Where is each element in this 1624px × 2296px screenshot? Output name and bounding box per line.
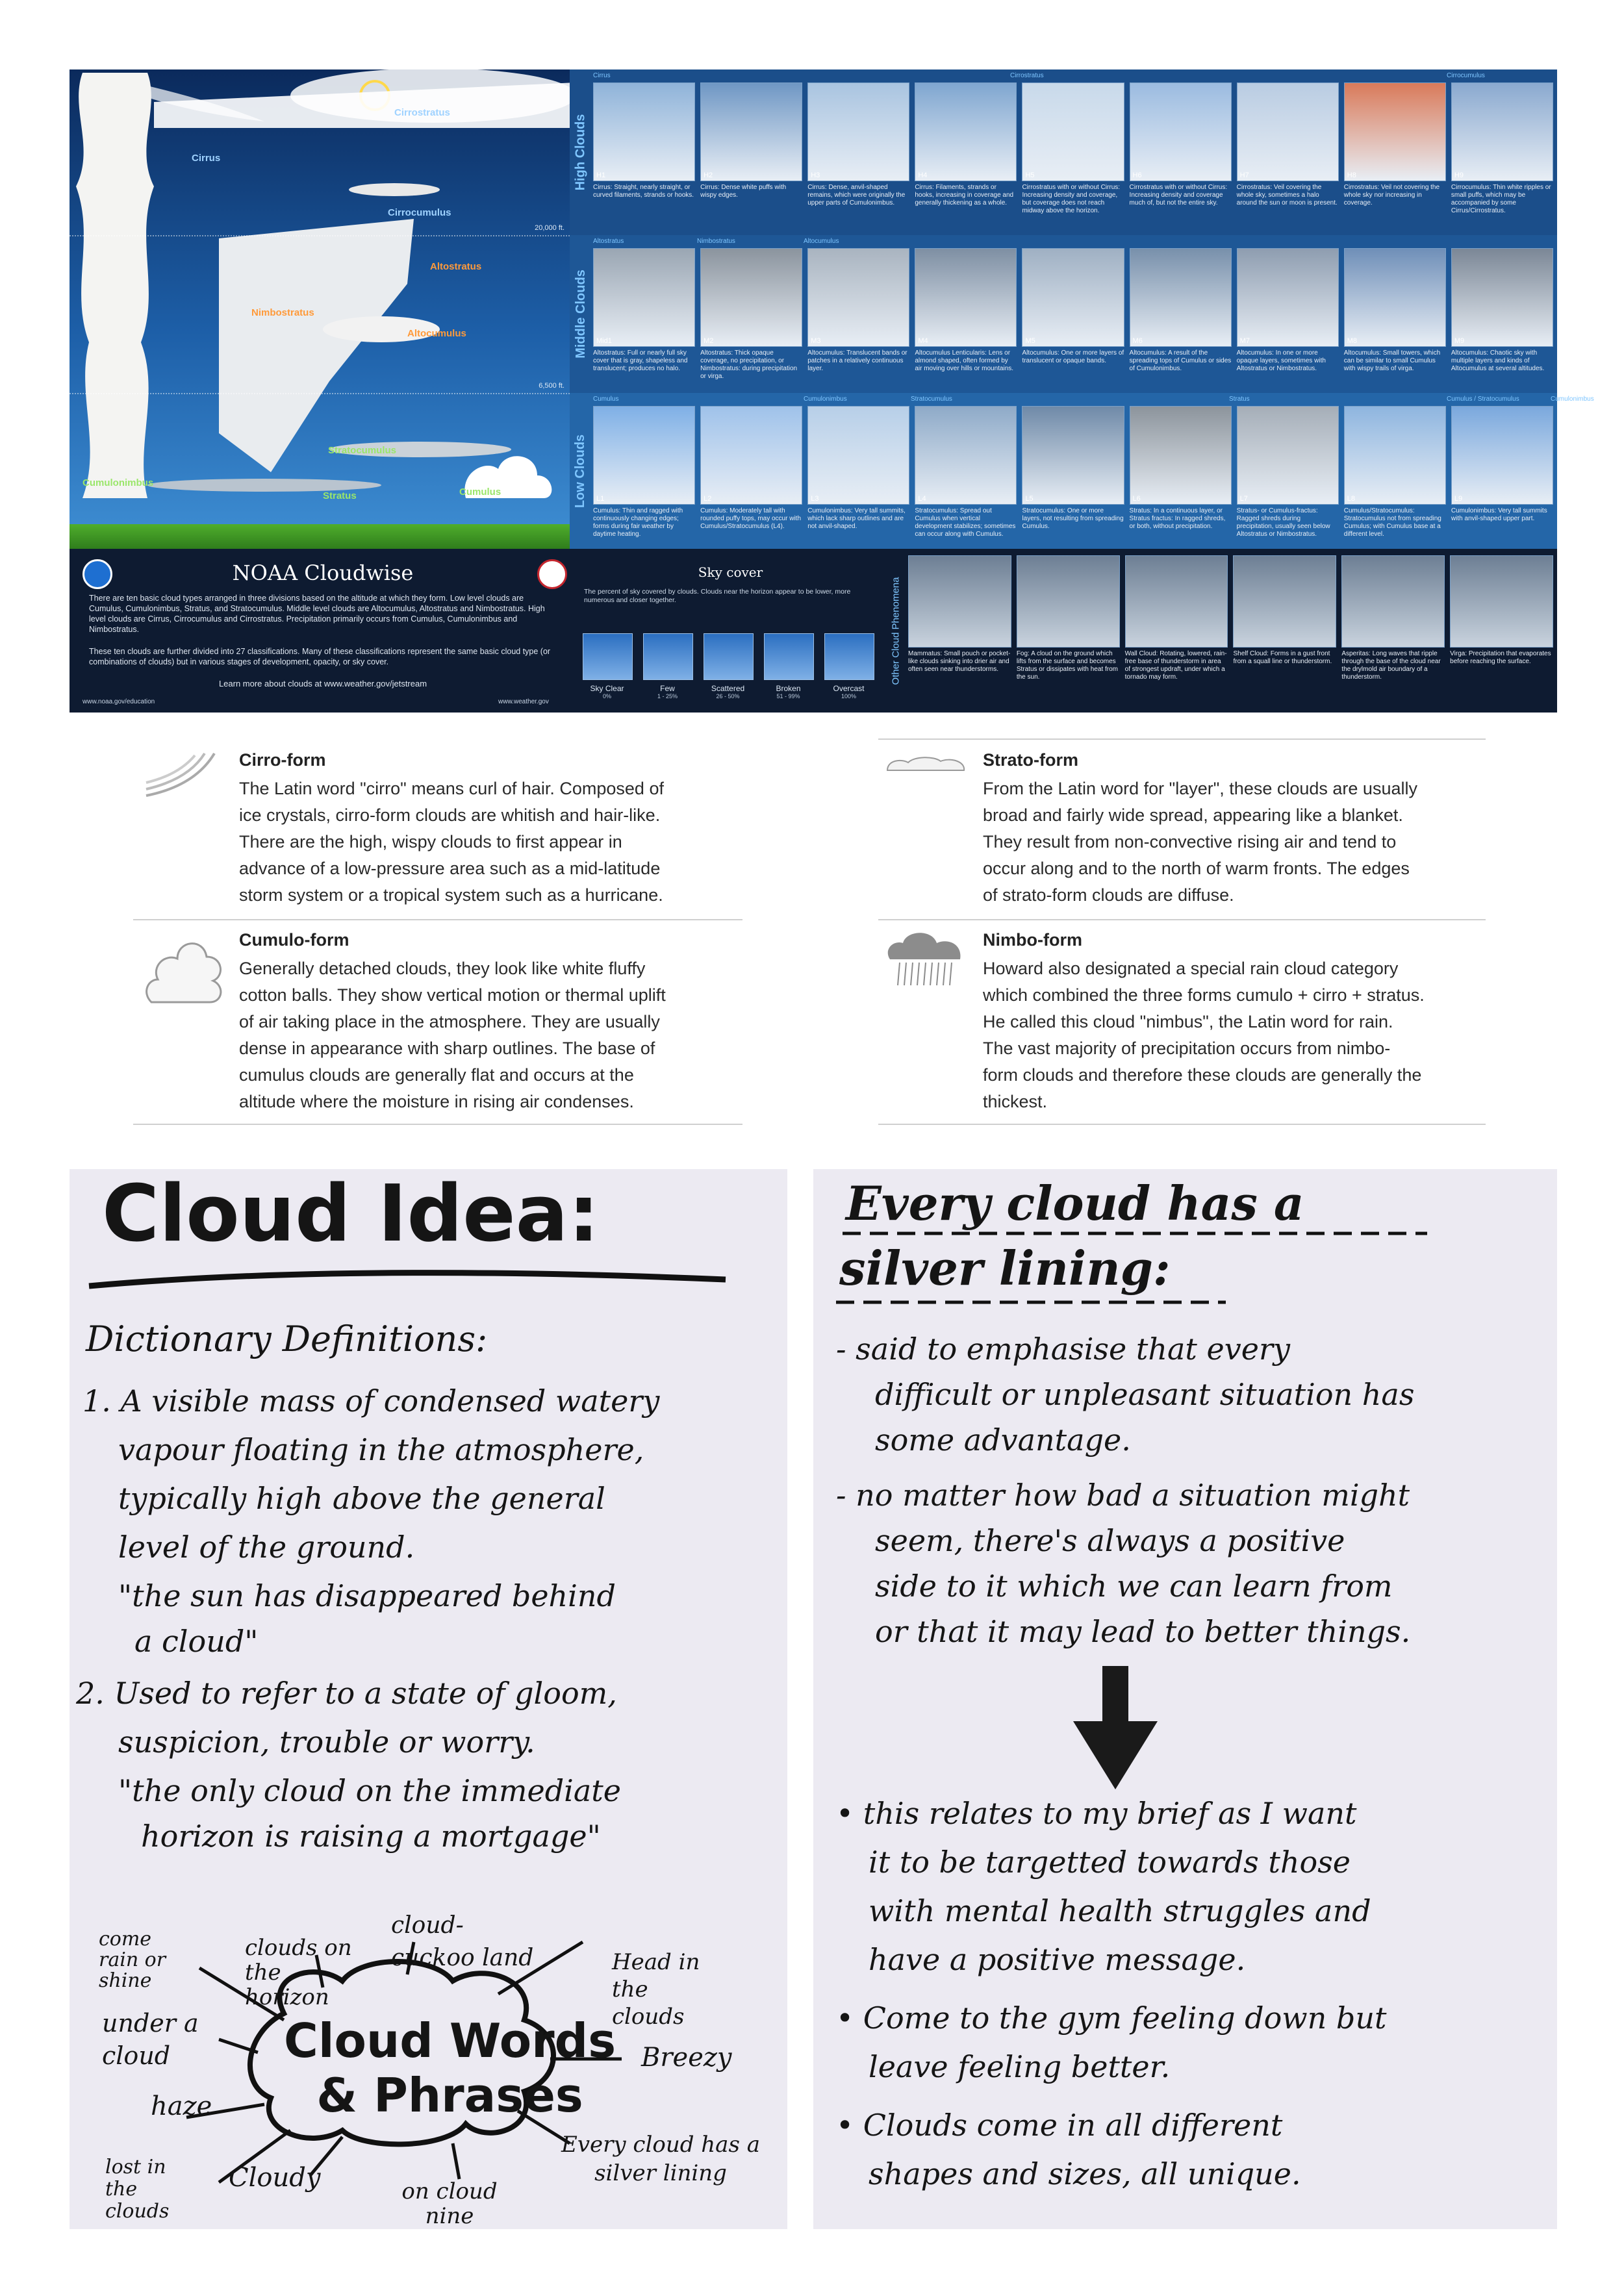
- note-line: vapour floating in the atmosphere,: [118, 1432, 644, 1467]
- sky-cover-desc: The percent of sky covered by clouds. Clouds near the horizon appear to be lower, more numerous and closer together.: [584, 588, 851, 604]
- cloud-caption: Altostratus: Full or nearly full sky cover that is gray, shapeless and translucent; produces no halo.: [593, 349, 688, 372]
- note-line: typically high above the general: [118, 1481, 605, 1516]
- note-line: • this relates to my brief as I want: [836, 1796, 1357, 1831]
- label-altostratus: Altostratus: [430, 261, 482, 272]
- cloud-caption: Altocumulus: Small towers, which can be similar to small Cumulus with wispy trails of virga.: [1343, 349, 1441, 372]
- info-paragraph-2: These ten clouds are further divided into 27 classifications. Many of these classifications represent the same basic cloud type (or combinations of clouds) but in various stages of development, opacity, or sky cover.: [89, 647, 551, 666]
- other-phenomena-grid: [908, 555, 1553, 681]
- cloud-photo: [915, 406, 1017, 505]
- sky-cover-item: Sky Clear 0%: [583, 633, 631, 700]
- divider: [878, 1124, 1486, 1125]
- label-nimbostratus: Nimbostratus: [251, 307, 314, 318]
- cloud-caption: Altocumulus: Chaotic sky with multiple layers and kinds of Altocumulus at several altitudes.: [1451, 349, 1545, 372]
- cloudwise-info: [70, 549, 576, 713]
- cloud-card: [1451, 406, 1553, 538]
- cloud-photo: [807, 406, 909, 505]
- phrase-come-rain: come rain or shine: [99, 1928, 166, 1992]
- group-stratocumulus: Stratocumulus: [911, 396, 952, 403]
- title-underline-2: [836, 1298, 1239, 1307]
- nimbo-form-icon: [883, 930, 968, 989]
- note-line: - said to emphasise that every: [836, 1331, 1290, 1367]
- cloud-code: H6: [1132, 171, 1142, 179]
- cloud-caption: Altocumulus: Translucent bands or patches in a relatively continuous layer.: [807, 349, 907, 372]
- phenomenon-photo: [1125, 555, 1228, 648]
- group-cirrostratus: Cirrostratus: [1010, 72, 1044, 79]
- cloud-caption: Cirrus: Dense white puffs with wispy edges.: [700, 184, 787, 199]
- dictionary-subtitle: Dictionary Definitions:: [86, 1318, 488, 1359]
- cloud-code: M4: [918, 337, 928, 345]
- phenomenon-photo: [1233, 555, 1336, 648]
- cloud-code: Mid1: [596, 337, 612, 345]
- nimbo-form-title: Nimbo-form: [983, 930, 1082, 950]
- cloud-caption: Cumulus: Thin and ragged with continuously changing edges; forms during fair weather by daytime heating.: [593, 507, 683, 538]
- cloud-code: L9: [1454, 495, 1463, 503]
- low-clouds-row: [570, 393, 1594, 549]
- middle-clouds-label: Middle Clouds: [573, 270, 588, 359]
- cloud-altitude-diagram: [70, 69, 570, 547]
- cirro-form-title: Cirro-form: [239, 750, 326, 770]
- cloud-code: M5: [1025, 337, 1035, 345]
- phenomenon-caption: Fog: A cloud on the ground which lifts from the surface and becomes Stratus or dissipates with heat from the sun.: [1016, 650, 1119, 681]
- group-cumulus-stratocumulus: Cumulus / Stratocumulus: [1447, 396, 1519, 403]
- group-cumulonimbus-2: Cumulonimbus: [1551, 396, 1594, 403]
- cloud-card: [593, 406, 695, 538]
- cloud-photo: [1344, 82, 1446, 181]
- cloud-photo: [1237, 406, 1339, 505]
- cloud-code: M6: [1132, 337, 1143, 345]
- cumulo-form-icon: [142, 927, 226, 1012]
- cloud-caption: Stratus: In a continuous layer, or Stratus fractus: In ragged shreds, or both, without precipitation.: [1129, 507, 1226, 530]
- learn-more-text: Learn more about clouds at www.weather.gov/jetstream: [218, 679, 427, 688]
- phrase-cloudy: Cloudy: [229, 2163, 321, 2193]
- phrase-on-horizon: clouds on the horizon: [245, 1935, 352, 2010]
- phenomenon-card: [1017, 555, 1120, 681]
- altitude-6500: 6,500 ft.: [539, 382, 565, 390]
- cloud-code: H5: [1025, 171, 1035, 179]
- phenomenon-photo: [908, 555, 1011, 648]
- group-stratus: Stratus: [1229, 396, 1250, 403]
- sky-cover-title: Sky cover: [698, 564, 763, 580]
- label-cirrus: Cirrus: [192, 153, 221, 164]
- phrase-haze: haze: [151, 2091, 212, 2121]
- label-stratus: Stratus: [323, 490, 357, 501]
- cloud-card: [915, 406, 1017, 538]
- note-line: with mental health struggles and: [869, 1893, 1371, 1928]
- phrase-under: under a cloud: [102, 2009, 199, 2070]
- phenomenon-photo: [1341, 555, 1445, 648]
- cloud-card: [1344, 82, 1446, 215]
- cloud-idea-notes: [70, 1169, 787, 2229]
- cloud-card: [1237, 406, 1339, 538]
- cloud-card: [807, 82, 909, 215]
- nimbo-form-text: [983, 930, 1603, 1115]
- note-line: side to it which we can learn from: [875, 1569, 1393, 1604]
- phenomenon-card: [1450, 555, 1553, 681]
- noaa-link[interactable]: www.noaa.gov/education: [82, 698, 155, 705]
- cloud-code: H7: [1239, 171, 1249, 179]
- label-stratocumulus: Stratocumulus: [328, 445, 397, 456]
- divider: [133, 1124, 742, 1125]
- note-line: or that it may lead to better things.: [875, 1614, 1411, 1649]
- cloud-photo: [807, 248, 909, 347]
- high-cloud-grid: [593, 82, 1553, 215]
- cloud-photo: [1130, 82, 1232, 181]
- cloud-card: [1022, 82, 1124, 215]
- cloud-code: L4: [918, 495, 926, 503]
- label-cirrocumulus: Cirrocumulus: [388, 207, 451, 218]
- cloud-code: L7: [1239, 495, 1248, 503]
- cloud-caption: Stratocumulus: Spread out Cumulus when vertical development stabilizes; sometimes can occur along with Cumulus.: [915, 507, 1016, 538]
- cloud-photo: [1237, 248, 1339, 347]
- cloud-photo: [700, 248, 802, 347]
- phenomenon-photo: [1450, 555, 1553, 648]
- note-line: shapes and sizes, all unique.: [869, 2156, 1301, 2191]
- strato-form-title: Strato-form: [983, 750, 1078, 770]
- group-altocumulus: Altocumulus: [804, 238, 839, 245]
- cloud-code: M7: [1239, 337, 1250, 345]
- cloud-code: H9: [1454, 171, 1464, 179]
- cloud-card: [915, 248, 1017, 381]
- group-altostratus: Altostratus: [593, 238, 624, 245]
- cirro-form-text: [239, 750, 859, 909]
- other-phenomena-label: Other Cloud Phenomena: [890, 577, 902, 685]
- sky-cover-item: Few 1 - 25%: [643, 633, 692, 700]
- cloud-card: [915, 82, 1017, 215]
- cloud-caption: Altocumulus: One or more layers of translucent or opaque bands.: [1022, 349, 1124, 364]
- cloud-photo: [915, 82, 1017, 181]
- cloud-card: [1022, 406, 1124, 538]
- cloud-caption: Altocumulus Lenticularis: Lens or almond shaped, often formed by air moving over hills or mountains.: [915, 349, 1014, 372]
- label-cumulus: Cumulus: [459, 486, 501, 498]
- phrase-every: Every cloud has a silver lining: [561, 2132, 760, 2186]
- cloud-caption: Altostratus: Thick opaque coverage, no precipitation, or Nimbostratus: during precipitation or virga.: [700, 349, 798, 380]
- cloud-card: [1022, 248, 1124, 381]
- cloud-caption: Altocumulus: In one or more opaque layers, sometimes with Altostratus or Nimbostratus.: [1236, 349, 1326, 372]
- altitude-line-middle: [70, 393, 570, 394]
- cloud-caption: Cumulonimbus: Very tall summits with anvil-shaped upper part.: [1451, 507, 1547, 522]
- info-paragraph-1: There are ten basic cloud types arranged in three divisions based on the altitude at which they form. Low level clouds are Cumulus, Cumulonimbus, Stratus, and Stratocumulus. Middle level clouds are Altocumulus, Altostratus and Nimbostratus. High level clouds are Cirrus, Cirrocumulus and Cirrostratus. Precipitation primarily occurs from Cumulus, Cumulonimbus and Nimbostratus.: [89, 594, 545, 634]
- cloud-caption: Cirrocumulus: Thin white ripples or small puffs, which may be accompanied by some Cirrus/Cirrostratus.: [1451, 184, 1551, 214]
- cloud-card: [700, 406, 802, 538]
- cloud-photo: [593, 248, 695, 347]
- cloud-code: L1: [596, 495, 605, 503]
- note-line: have a positive message.: [869, 1942, 1246, 1977]
- label-cumulonimbus: Cumulonimbus: [82, 477, 154, 488]
- cloud-card: [700, 248, 802, 381]
- cloud-photo: [915, 248, 1017, 347]
- cloud-card: [807, 248, 909, 381]
- phenomenon-card: [1341, 555, 1445, 681]
- cloud-caption: Stratocumulus: One or more layers, not resulting from spreading Cumulus.: [1022, 507, 1124, 530]
- weather-gov-link[interactable]: www.weather.gov: [498, 698, 549, 705]
- note-line: horizon is raising a mortgage": [141, 1819, 601, 1854]
- note-line: level of the ground.: [118, 1530, 415, 1565]
- cloud-caption: Cirrostratus: Veil covering the whole sky, sometimes a halo around the sun or moon is present.: [1236, 184, 1338, 207]
- group-cumulus: Cumulus: [593, 396, 619, 403]
- phrase-head: Head in the clouds: [612, 1949, 700, 2030]
- silver-lining-notes: [813, 1169, 1557, 2229]
- cloud-card: [1344, 248, 1446, 381]
- cloud-card: [1130, 82, 1232, 215]
- cloud-code: M3: [811, 337, 821, 345]
- phrase-breezy: Breezy: [641, 2043, 732, 2073]
- cloud-code: M8: [1347, 337, 1358, 345]
- cloud-caption: Cumulus/Stratocumulus: Stratocumulus not from spreading Cumulus; with Cumulus base at a different level.: [1343, 507, 1441, 538]
- cloud-card: [1130, 406, 1232, 538]
- cloud-code: H4: [918, 171, 928, 179]
- note-line: difficult or unpleasant situation has: [875, 1377, 1415, 1412]
- note-line: 2. Used to refer to a state of gloom,: [76, 1676, 617, 1711]
- cloud-caption: Cirrus: Dense, anvil-shaped remains, which were originally the upper parts of Cumulonimbus.: [807, 184, 906, 207]
- low-cloud-grid: [593, 406, 1553, 538]
- divider: [133, 919, 742, 920]
- note-line: leave feeling better.: [869, 2049, 1171, 2084]
- note-line: it to be targetted towards those: [869, 1845, 1351, 1880]
- note-line: 1. A visible mass of condensed watery: [82, 1383, 660, 1419]
- cloud-photo: [1451, 248, 1553, 347]
- high-clouds-row: [570, 69, 1557, 235]
- other-phenomena-panel: [885, 549, 1557, 713]
- cloud-caption: Cirrus: Filaments, strands or hooks, increasing in coverage and generally thickening as a whole.: [915, 184, 1014, 207]
- note-line: a cloud": [134, 1624, 259, 1659]
- altitude-line-high: [70, 235, 570, 236]
- title-underline: [82, 1267, 732, 1293]
- cloudwise-title: NOAA Cloudwise: [232, 561, 414, 585]
- phenomenon-photo: [1017, 555, 1120, 648]
- cloud-photo: [1022, 248, 1124, 347]
- cloud-caption: Cumulus: Moderately tall with rounded puffy tops, may occur with Cumulus/Stratocumulus (L4).: [700, 507, 802, 530]
- group-cirrus: Cirrus: [593, 72, 611, 79]
- cloud-code: L2: [704, 495, 712, 503]
- note-line: some advantage.: [875, 1422, 1131, 1457]
- silver-lining-title-1: Every cloud has a: [846, 1176, 1304, 1231]
- cumulo-form-text: [239, 930, 859, 1115]
- cloud-card: [1344, 406, 1446, 538]
- cloud-photo: [1237, 82, 1339, 181]
- label-cirrostratus: Cirrostratus: [394, 107, 450, 118]
- phenomenon-caption: Mammatus: Small pouch or pocket-like clouds sinking into drier air and often seen near thunderstorms.: [908, 650, 1011, 673]
- note-line: - no matter how bad a situation might: [836, 1478, 1410, 1513]
- cloud-photo: [593, 82, 695, 181]
- cloud-code: H1: [596, 171, 606, 179]
- divider: [878, 919, 1486, 920]
- high-clouds-label: High Clouds: [573, 114, 588, 191]
- silver-lining-title-2: silver lining:: [839, 1241, 1171, 1296]
- group-cumulonimbus: Cumulonimbus: [804, 396, 847, 403]
- cloud-card: [593, 248, 695, 381]
- cloud-card: [593, 82, 695, 215]
- sky-cover-item: Overcast 100%: [824, 633, 873, 700]
- middle-cloud-grid: [593, 248, 1553, 381]
- cloud-photo: [807, 82, 909, 181]
- label-altocumulus: Altocumulus: [407, 328, 466, 339]
- noaa-cloud-poster: [70, 69, 1594, 713]
- cumulo-form-body: Generally detached clouds, they look like white fluffy cotton balls. They show vertical motion or thermal uplift of air taking place in the atmosphere. They are usually dense in appearance with sharp outlines. The base of cumulus clouds are generally flat and occurs at the altitude where the moisture in rising air condenses.: [239, 959, 666, 1111]
- note-line: • Clouds come in all different: [836, 2108, 1283, 2143]
- mind-map-center: Cloud Words & Phrases: [284, 2013, 616, 2123]
- cloud-card: [1130, 248, 1232, 381]
- note-line: "the sun has disappeared behind: [118, 1578, 616, 1613]
- cloud-code: H2: [704, 171, 713, 179]
- cloud-caption: Cirrostratus with or without Cirrus: Increasing density and coverage, but coverage does not reach midway above the horizon.: [1022, 184, 1121, 214]
- sky-cover-panel: [576, 549, 885, 713]
- strato-form-text: [983, 750, 1603, 909]
- phenomenon-caption: Shelf Cloud: Forms in a gust front from a squall line or thunderstorm.: [1233, 650, 1332, 665]
- cloud-photo: [1451, 82, 1553, 181]
- cloud-caption: Cumulonimbus: Very tall summits, which lack sharp outlines and are not anvil-shaped.: [807, 507, 906, 530]
- phrase-cuckoo: cloud-cuckoo land: [391, 1912, 534, 1971]
- phenomenon-caption: Wall Cloud: Rotating, lowered, rain-free base of thunderstorm in area of strongest updraft, under which a tornado may form.: [1124, 650, 1227, 681]
- title-underline-1: [843, 1229, 1440, 1238]
- down-arrow-icon: [1067, 1663, 1164, 1793]
- cloud-photo: [1022, 406, 1124, 505]
- cloud-code: H8: [1347, 171, 1356, 179]
- cloud-photo: [700, 406, 802, 505]
- cloud-code: M9: [1454, 337, 1465, 345]
- note-line: seem, there's always a positive: [875, 1523, 1345, 1558]
- cloud-code: M2: [704, 337, 714, 345]
- cloud-card: [807, 406, 909, 538]
- phenomenon-card: [908, 555, 1011, 681]
- cloud-caption: Altocumulus: A result of the spreading tops of Cumulus or sides of Cumulonimbus.: [1129, 349, 1232, 372]
- sky-cover-item: Scattered 26 - 50%: [704, 633, 752, 700]
- cloud-caption: Cirrostratus: Veil not covering the whole sky nor increasing in coverage.: [1343, 184, 1440, 207]
- cloud-idea-title: Cloud Idea:: [102, 1169, 600, 1259]
- cloud-code: H3: [811, 171, 820, 179]
- cloud-caption: Cirrus: Straight, nearly straight, or curved filaments, strands or hooks.: [593, 184, 694, 199]
- cirro-form-body: The Latin word "cirro" means curl of hair. Composed of ice crystals, cirro-form clouds are whitish and hair-like. There are the high, wispy clouds to first appear in advance of a low-pressure area such as a mid-latitude storm system or a tropical system such as a hurricane.: [239, 779, 664, 905]
- note-line: suspicion, trouble or worry.: [118, 1724, 535, 1760]
- cloud-photo: [1130, 406, 1232, 505]
- cloud-photo: [1344, 248, 1446, 347]
- phrase-nine: on cloud nine: [401, 2178, 498, 2229]
- phenomenon-caption: Asperitas: Long waves that ripple through the base of the cloud near the drylmold air boundary of a thunderstorm.: [1341, 650, 1441, 681]
- cirro-form-icon: [143, 750, 221, 802]
- cloud-card: [1237, 248, 1339, 381]
- phrase-lost: lost in the clouds: [105, 2156, 170, 2223]
- note-line: • Come to the gym feeling down but: [836, 2000, 1387, 2036]
- phenomenon-card: [1125, 555, 1228, 681]
- low-clouds-label: Low Clouds: [573, 434, 588, 508]
- cloud-code: L6: [1132, 495, 1141, 503]
- cloud-card: [1237, 82, 1339, 215]
- cloud-card: [700, 82, 802, 215]
- cloud-photo: [1130, 248, 1232, 347]
- group-cirrocumulus: Cirrocumulus: [1447, 72, 1485, 79]
- cloud-photo: [1451, 406, 1553, 505]
- cloud-caption: Cirrostratus with or without Cirrus: Increasing density and coverage much of, but not the entire sky.: [1129, 184, 1228, 207]
- sky-cover-item: Broken 51 - 99%: [764, 633, 813, 700]
- cloud-photo: [700, 82, 802, 181]
- cloud-illustration: [70, 69, 570, 547]
- phenomenon-caption: Virga: Precipitation that evaporates before reaching the surface.: [1450, 650, 1551, 665]
- cloud-code: L8: [1347, 495, 1356, 503]
- strato-form-icon: [882, 753, 970, 777]
- cloud-code: L3: [811, 495, 819, 503]
- cumulo-form-title: Cumulo-form: [239, 930, 349, 950]
- note-line: "the only cloud on the immediate: [118, 1773, 621, 1808]
- cloud-card: [1451, 248, 1553, 381]
- divider: [878, 738, 1486, 740]
- cloud-card: [1451, 82, 1553, 215]
- cloud-photo: [1344, 406, 1446, 505]
- strato-form-body: From the Latin word for "layer", these clouds are usually broad and fairly wide spread, appearing like a blanket. They result from non-convective rising air and tend to occur along and to the north of warm fronts. The edges of strato-form clouds are diffuse.: [983, 779, 1417, 905]
- nimbo-form-body: Howard also designated a special rain cloud category which combined the three forms cumulo + cirro + stratus. He called this cloud "nimbus", the Latin word for rain. The vast majority of precipitation occurs from nimbo- form clouds and therefore these clouds are generally the thickest.: [983, 959, 1425, 1111]
- group-nimbostratus: Nimbostratus: [697, 238, 735, 245]
- altitude-20000: 20,000 ft.: [535, 224, 565, 232]
- middle-clouds-row: [570, 235, 1557, 393]
- cloud-photo: [1022, 82, 1124, 181]
- cloud-photo: [593, 406, 695, 505]
- cloud-code: L5: [1025, 495, 1034, 503]
- cloud-caption: Stratus- or Cumulus-fractus: Ragged shreds during precipitation, usually seen below Altostratus or Nimbostratus.: [1236, 507, 1330, 538]
- phenomenon-card: [1233, 555, 1336, 681]
